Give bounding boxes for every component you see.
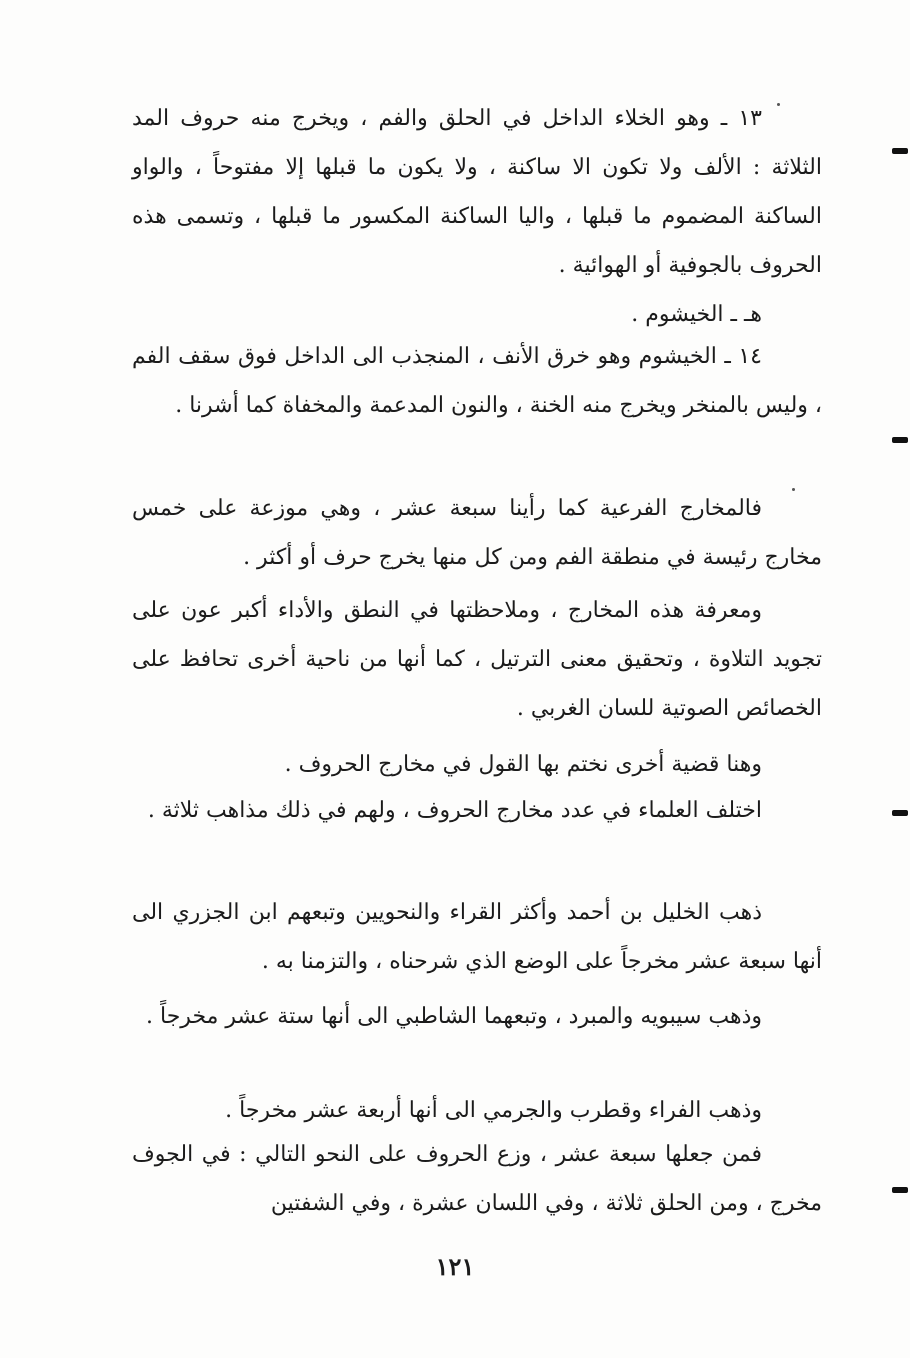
margin-mark — [892, 1187, 908, 1193]
paragraph-text: ومعرفة هذه المخارج ، وملاحظتها في النطق والأداء أكبر عون على تجويد التلاوة ، وتحقيق معنى الترتيل ، كما أنها من ناحية أخرى تحافظ على الخصائص الصوتية للسان الغربي . — [132, 598, 822, 721]
scan-speck — [777, 103, 780, 106]
margin-mark — [892, 437, 908, 443]
paragraph-sibawayh-view — [132, 992, 822, 1041]
paragraph-another-issue — [132, 740, 822, 789]
paragraph-farra-view — [132, 1086, 822, 1135]
paragraph-text: وذهب الفراء وقطرب والجرمي الى أنها أربعة عشر مخرجاً . — [225, 1098, 762, 1123]
page-number: ١٢١ — [435, 1252, 475, 1281]
paragraph-khalil-view — [132, 888, 822, 986]
paragraph-knowledge-of-exits — [132, 586, 822, 733]
paragraph-text: اختلف العلماء في عدد مخارج الحروف ، ولهم في ذلك مذاهب ثلاثة . — [147, 798, 762, 823]
scan-speck — [792, 488, 795, 491]
paragraph-14 — [132, 332, 822, 430]
margin-mark — [892, 810, 908, 816]
paragraph-text: ١٤ ـ الخيشوم وهو خرق الأنف ، المنجذب الى الداخل فوق سقف الفم ، وليس بالمنخر ويخرج منه الخنة ، والنون المدعمة والمخفاة كما أشرنا . — [132, 344, 822, 418]
paragraph-scholars-differed — [132, 786, 822, 835]
margin-mark — [892, 148, 908, 154]
paragraph-13 — [132, 94, 822, 290]
paragraph-text: ١٣ ـ وهو الخلاء الداخل في الحلق والفم ، ويخرج منه حروف المد الثلاثة : الألف ولا تكون الا ساكنة ، ولا يكون ما قبلها إلا مفتوحاً ، والواو الساكنة المضموم ما قبلها ، واليا الساكنة المكسور ما قبلها ، وتسمى هذه الحروف بالجوفية أو الهوائية . — [132, 106, 822, 278]
paragraph-subsidiary-exits — [132, 484, 822, 582]
paragraph-text: ذهب الخليل بن أحمد وأكثر القراء والنحويين وتبعهم ابن الجزري الى أنها سبعة عشر مخرجاً على الوضع الذي شرحناه ، والتزمنا به . — [132, 900, 822, 974]
paragraph-text: فمن جعلها سبعة عشر ، وزع الحروف على النحو التالي : في الجوف مخرج ، ومن الحلق ثلاثة ، وفي اللسان عشرة ، وفي الشفتين — [132, 1142, 822, 1216]
paragraph-text: وذهب سيبويه والمبرد ، وتبعهما الشاطبي الى أنها ستة عشر مخرجاً . — [146, 1004, 762, 1029]
section-heading-text: هـ ـ الخيشوم . — [631, 302, 762, 327]
paragraph-text: فالمخارج الفرعية كما رأينا سبعة عشر ، وهي موزعة على خمس مخارج رئيسة في منطقة الفم ومن كل منها يخرج حرف أو أكثر . — [132, 496, 822, 570]
paragraph-text: وهنا قضية أخرى نختم بها القول في مخارج الحروف . — [284, 752, 762, 777]
paragraph-distribution — [132, 1130, 822, 1228]
